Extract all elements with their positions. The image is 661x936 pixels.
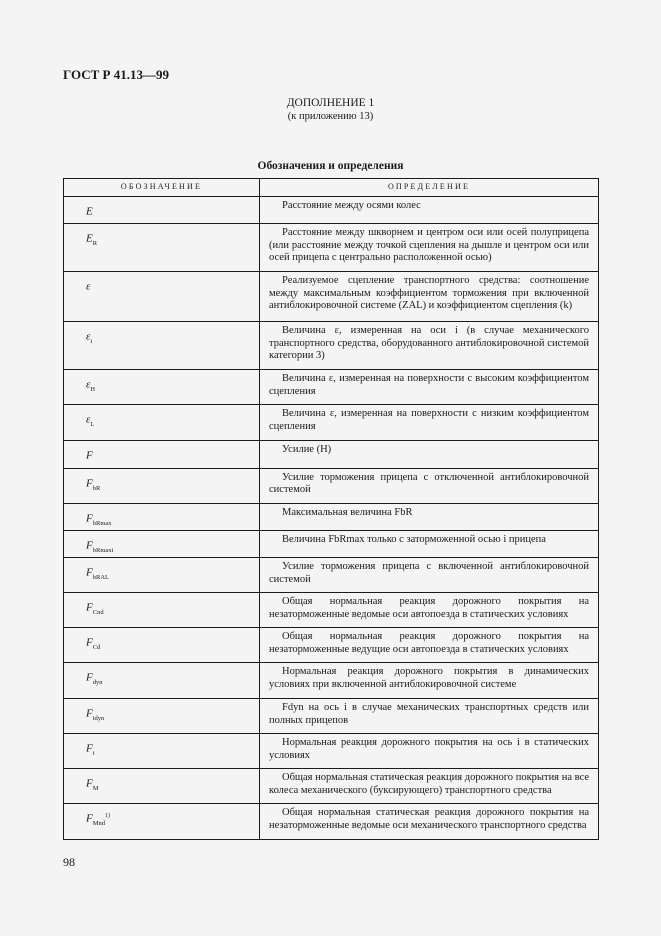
table-row <box>64 468 599 503</box>
symbol-subscript: bRAL <box>92 574 109 582</box>
symbol-subscript: Cnd <box>92 609 104 617</box>
definition-cell: Усилие (Н) <box>260 441 599 468</box>
symbol-base: E <box>86 205 93 218</box>
table-row <box>64 663 599 699</box>
symbol-cell <box>64 405 260 441</box>
definition-cell: Нормальная реакция дорожного покрытия в динамических условиях при включенной антиблокировочной системе <box>260 663 599 699</box>
table-title: Обозначения и определения <box>257 160 404 172</box>
symbol-subscript: R <box>92 240 98 248</box>
annex-title: ДОПОЛНЕНИЕ 1 <box>286 97 375 109</box>
symbol-base: F <box>86 813 93 826</box>
symbol-base: ε <box>86 331 91 343</box>
symbol-base: F <box>86 743 93 756</box>
definition-cell: Общая нормальная реакция дорожного покрытия на незаторможенные ведомые оси автопоезда в статических условиях <box>260 593 599 628</box>
symbol-cell <box>64 441 260 468</box>
definition-cell: Величина FbRmax только с заторможенной осью i прицепа <box>260 531 599 558</box>
definition-cell: Усилие торможения прицепа с включенной антиблокировочной системой <box>260 558 599 593</box>
symbol-base: F <box>86 567 93 580</box>
symbol-subscript: bRmax <box>92 519 112 527</box>
symbol-cell <box>64 804 260 840</box>
symbol-cell <box>64 628 260 663</box>
symbol-base: F <box>86 512 93 525</box>
table-row <box>64 503 599 530</box>
definition-cell: Величина ε, измеренная на оси i (в случае механического транспортного средства, оборудованного антиблокировочной системой категории 3) <box>260 322 599 370</box>
page-number: 98 <box>63 855 75 869</box>
symbol-base: ε <box>86 379 91 391</box>
symbol-cell <box>64 503 260 530</box>
table-row <box>64 441 599 468</box>
column-header-symbol: ОБОЗНАЧЕНИЕ <box>64 179 260 197</box>
table-row <box>64 370 599 405</box>
table-row <box>64 405 599 441</box>
symbol-cell <box>64 272 260 322</box>
definition-cell: Максимальная величина FbR <box>260 503 599 530</box>
symbol-base: ε <box>86 414 91 426</box>
symbol-base: F <box>86 477 93 490</box>
annex-heading <box>0 97 661 123</box>
definition-cell: Усилие торможения прицепа с отключенной антиблокировочной системой <box>260 468 599 503</box>
symbol-subscript: idyn <box>92 715 105 723</box>
definition-cell: Fdyn на ось i в случае механических транспортных средств или полных прицепов <box>260 699 599 734</box>
column-header-definition: ОПРЕДЕЛЕНИЕ <box>260 179 599 197</box>
symbol-base: ε <box>86 281 91 293</box>
definition-cell: Общая нормальная статическая реакция дорожного покрытия на все колеса механического (буксирующего) транспортного средства <box>260 769 599 804</box>
symbol-cell <box>64 769 260 804</box>
symbol-cell <box>64 593 260 628</box>
table-row <box>64 769 599 804</box>
definition-cell: Общая нормальная реакция дорожного покрытия на незаторможенные ведущие оси автопоезда в статических условиях <box>260 628 599 663</box>
symbol-subscript: dyn <box>92 679 103 687</box>
definition-cell: Нормальная реакция дорожного покрытия на ось i в статических условиях <box>260 734 599 769</box>
definition-cell: Расстояние между осями колес <box>260 197 599 224</box>
definitions-table <box>63 178 599 840</box>
definition-cell: Общая нормальная статическая реакция дорожного покрытия на незаторможенные ведомые оси механического транспортного средства <box>260 804 599 840</box>
table-row <box>64 699 599 734</box>
table-header-row <box>64 179 599 197</box>
symbol-subscript: bRmaxi <box>92 546 114 554</box>
table-row <box>64 804 599 840</box>
table-row <box>64 224 599 272</box>
symbol-subscript: bR <box>92 484 101 492</box>
symbol-base: F <box>86 778 93 791</box>
symbol-cell <box>64 558 260 593</box>
symbol-subscript: H <box>90 386 96 394</box>
definition-cell: Величина ε, измеренная на поверхности с высоким коэффициентом сцепления <box>260 370 599 405</box>
symbol-subscript: Mnd <box>92 820 106 828</box>
symbol-cell <box>64 370 260 405</box>
symbol-cell <box>64 663 260 699</box>
table-row <box>64 558 599 593</box>
definition-cell: Реализуемое сцепление транспортного средства: соотношение между максимальным коэффициентом торможения при включенной антиблокировочной системе (ZAL) и коэффициентом сцепления (k) <box>260 272 599 322</box>
symbol-base: F <box>86 672 93 685</box>
symbol-cell <box>64 734 260 769</box>
definition-cell: Величина ε, измеренная на поверхности с низким коэффициентом сцепления <box>260 405 599 441</box>
symbol-base: F <box>86 539 93 552</box>
table-row <box>64 272 599 322</box>
symbol-cell <box>64 197 260 224</box>
table-row <box>64 593 599 628</box>
symbol-subscript: M <box>92 785 99 793</box>
symbol-base: F <box>86 602 93 615</box>
table-row <box>64 197 599 224</box>
symbol-subscript: i <box>90 338 93 346</box>
symbol-cell <box>64 468 260 503</box>
document-code: ГОСТ Р 41.13—99 <box>63 67 169 82</box>
symbol-subscript: L <box>90 421 95 429</box>
symbol-cell <box>64 322 260 370</box>
symbol-subscript: Cd <box>92 644 101 652</box>
symbol-cell <box>64 531 260 558</box>
symbol-cell <box>64 699 260 734</box>
symbol-cell <box>64 224 260 272</box>
table-row <box>64 628 599 663</box>
table-row <box>64 531 599 558</box>
symbol-base: F <box>86 637 93 650</box>
table-row <box>64 734 599 769</box>
definition-cell: Расстояние между шкворнем и центром оси или осей полуприцепа (или расстояние между точкой сцепления на дышле и центром оси или осей прицепа с центрально расположенной осью) <box>260 224 599 272</box>
symbol-base: E <box>86 233 93 245</box>
annex-subtitle: (к приложению 13) <box>287 111 374 122</box>
table-row <box>64 322 599 370</box>
symbol-subscript: i <box>92 750 95 758</box>
symbol-base: F <box>86 450 93 462</box>
symbol-base: F <box>86 708 93 721</box>
symbol-footnote: 1) <box>105 813 111 820</box>
